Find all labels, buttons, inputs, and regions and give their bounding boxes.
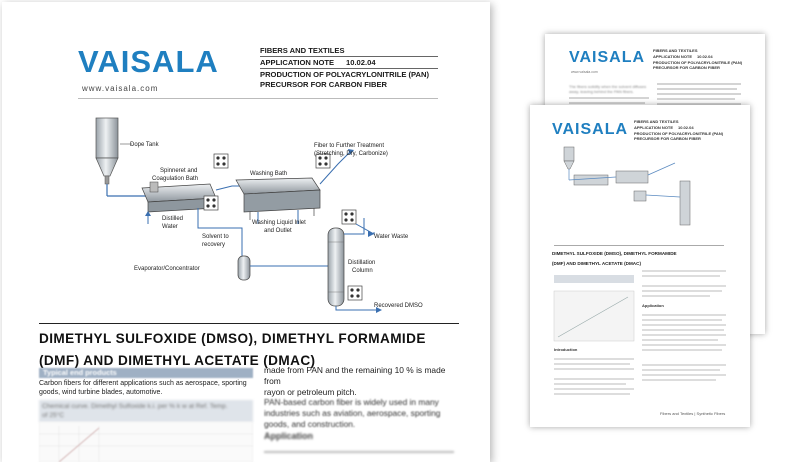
header-title-line-1: PRODUCTION OF POLYACRYLONITRILE (PAN)	[260, 70, 430, 79]
thumb-back-doc-number: 10.02.04	[697, 54, 713, 59]
label-fiber-treatment-1: Fiber to Further Treatment	[314, 143, 385, 149]
label-fiber-treatment-2: (Stretching, Dry, Carbonize)	[314, 151, 388, 157]
thumb-front-category: FIBERS AND TEXTILES	[634, 119, 679, 124]
thumb-front-intro-heading: Introduction	[554, 347, 578, 352]
sidebar-text	[39, 379, 247, 397]
pump-4	[342, 210, 356, 224]
thumb-back-title-2: PRECURSOR FOR CARBON FIBER	[653, 65, 720, 70]
label-spinneret-1: Spinneret and	[160, 168, 198, 174]
label-distilled-2: Water	[162, 224, 178, 230]
label-washing-liquid-1: Washing Liquid Inlet	[252, 220, 306, 226]
body-p2-line-3: goods, and construction.	[264, 419, 356, 429]
water-waste-pipe	[356, 224, 374, 234]
process-diagram	[2, 2, 490, 322]
distillation-column	[328, 228, 344, 306]
header-category: FIBERS AND TEXTILES	[260, 46, 345, 55]
vaisala-logo: VAISALA	[78, 44, 219, 79]
header-title-line-2: PRECURSOR FOR CARBON FIBER	[260, 80, 387, 89]
pump-3	[204, 196, 218, 210]
thumb-front-logo: VAISALA	[552, 121, 629, 138]
evaporator	[238, 256, 250, 280]
label-distillation-1: Distillation	[348, 260, 376, 266]
thumb-front-application-heading: Application	[642, 303, 664, 308]
solvent-to-recovery-pipe	[198, 208, 242, 258]
chart-caption-line-1: Chemical curve. Dimethyl Sulfoxide k.i. per % k w at Ref. Temp.	[42, 403, 228, 410]
thumb-back-logo: VAISALA	[569, 49, 646, 66]
body-p2-line-1: PAN-based carbon fiber is widely used in many	[264, 397, 439, 407]
header-doc-type: APPLICATION NOTE	[260, 58, 335, 67]
main-document-page	[2, 2, 490, 462]
thumb-front-article-title-1: DIMETHYL SULFOXIDE (DMSO), DIMETHYL FORMAMIDE	[552, 251, 677, 256]
label-water-waste: Water Waste	[374, 234, 409, 240]
label-washing-liquid-2: and Outlet	[264, 228, 292, 234]
thumb-front-textlines	[530, 105, 750, 427]
thumb-back-body: The fibers solidify when the solvent diffuses away, leaving behind the PAN fibers.	[569, 84, 647, 94]
thumb-front-doc-type: APPLICATION NOTE	[634, 125, 674, 130]
label-recovered: Recovered DMSO	[374, 303, 423, 309]
body-faded-lines	[264, 446, 464, 460]
label-washing-bath: Washing Bath	[250, 171, 288, 177]
chart-thumbnail	[39, 422, 253, 462]
label-distillation-2: Column	[352, 268, 373, 274]
body-p1-line-2: rayon or petroleum pitch.	[264, 387, 357, 397]
sidebar-text-line-2: goods, wind turbine blades, automotive.	[39, 389, 163, 396]
body-p1-line-1: made from PAN and the remaining 10 % is made from	[264, 365, 446, 386]
label-spinneret-2: Coagulation Bath	[152, 176, 199, 182]
sidebar-heading: Typical end products	[43, 368, 117, 377]
sidebar-text-line-1: Carbon fibers for different applications such as aerospace, sporting	[39, 380, 247, 387]
pump-5	[348, 286, 362, 300]
label-dope-tank: Dope Tank	[130, 142, 159, 148]
washing-bath	[236, 178, 320, 220]
application-heading: Application	[264, 431, 313, 441]
thumb-front-footer: Fibers and Textiles | Synthetic Fibers	[660, 411, 726, 416]
dope-tank	[96, 118, 118, 184]
recovered-pipe	[336, 306, 378, 310]
title-rule	[39, 323, 459, 324]
fiber-to-washing	[216, 186, 240, 190]
label-evaporator: Evaporator/Concentrator	[134, 266, 200, 272]
label-solvent-1: Solvent to	[202, 234, 229, 240]
label-solvent-2: recovery	[202, 242, 226, 248]
chart-caption-line-2: of 25°C	[42, 412, 65, 419]
body-paragraph-2	[264, 397, 464, 430]
thumb-front-doc-number: 10.02.04	[678, 125, 694, 130]
thumbnail-page-front	[530, 105, 750, 427]
label-distilled-1: Distilled	[162, 216, 184, 222]
thumb-front-title-1: PRODUCTION OF POLYACRYLONITRILE (PAN)	[634, 131, 724, 136]
thumb-front-article-title-2: (DMF) AND DIMETHYL ACETATE (DMAC)	[552, 261, 641, 266]
website-url: www.vaisala.com	[82, 84, 159, 93]
header-doc-number: 10.02.04	[346, 58, 376, 67]
thumb-back-doc-type: APPLICATION NOTE	[653, 54, 693, 59]
thumb-front-title-2: PRECURSOR FOR CARBON FIBER	[634, 136, 701, 141]
thumb-back-website: www.vaisala.com	[571, 70, 598, 74]
body-p2-line-2: industries such as aviation, aerospace, sporting	[264, 408, 441, 418]
article-title-line-2: (DMF) AND DIMETHYL ACETATE (DMAC)	[39, 353, 316, 368]
article-title-line-1: DIMETHYL SULFOXIDE (DMSO), DIMETHYL FORMAMIDE	[39, 331, 426, 346]
thumb-back-category: FIBERS AND TEXTILES	[653, 48, 698, 53]
body-paragraph-1	[264, 365, 464, 398]
pump-1	[214, 154, 228, 168]
thumb-back-title-1: PRODUCTION OF POLYACRYLONITRILE (PAN)	[653, 60, 743, 65]
chart-caption	[42, 402, 228, 420]
